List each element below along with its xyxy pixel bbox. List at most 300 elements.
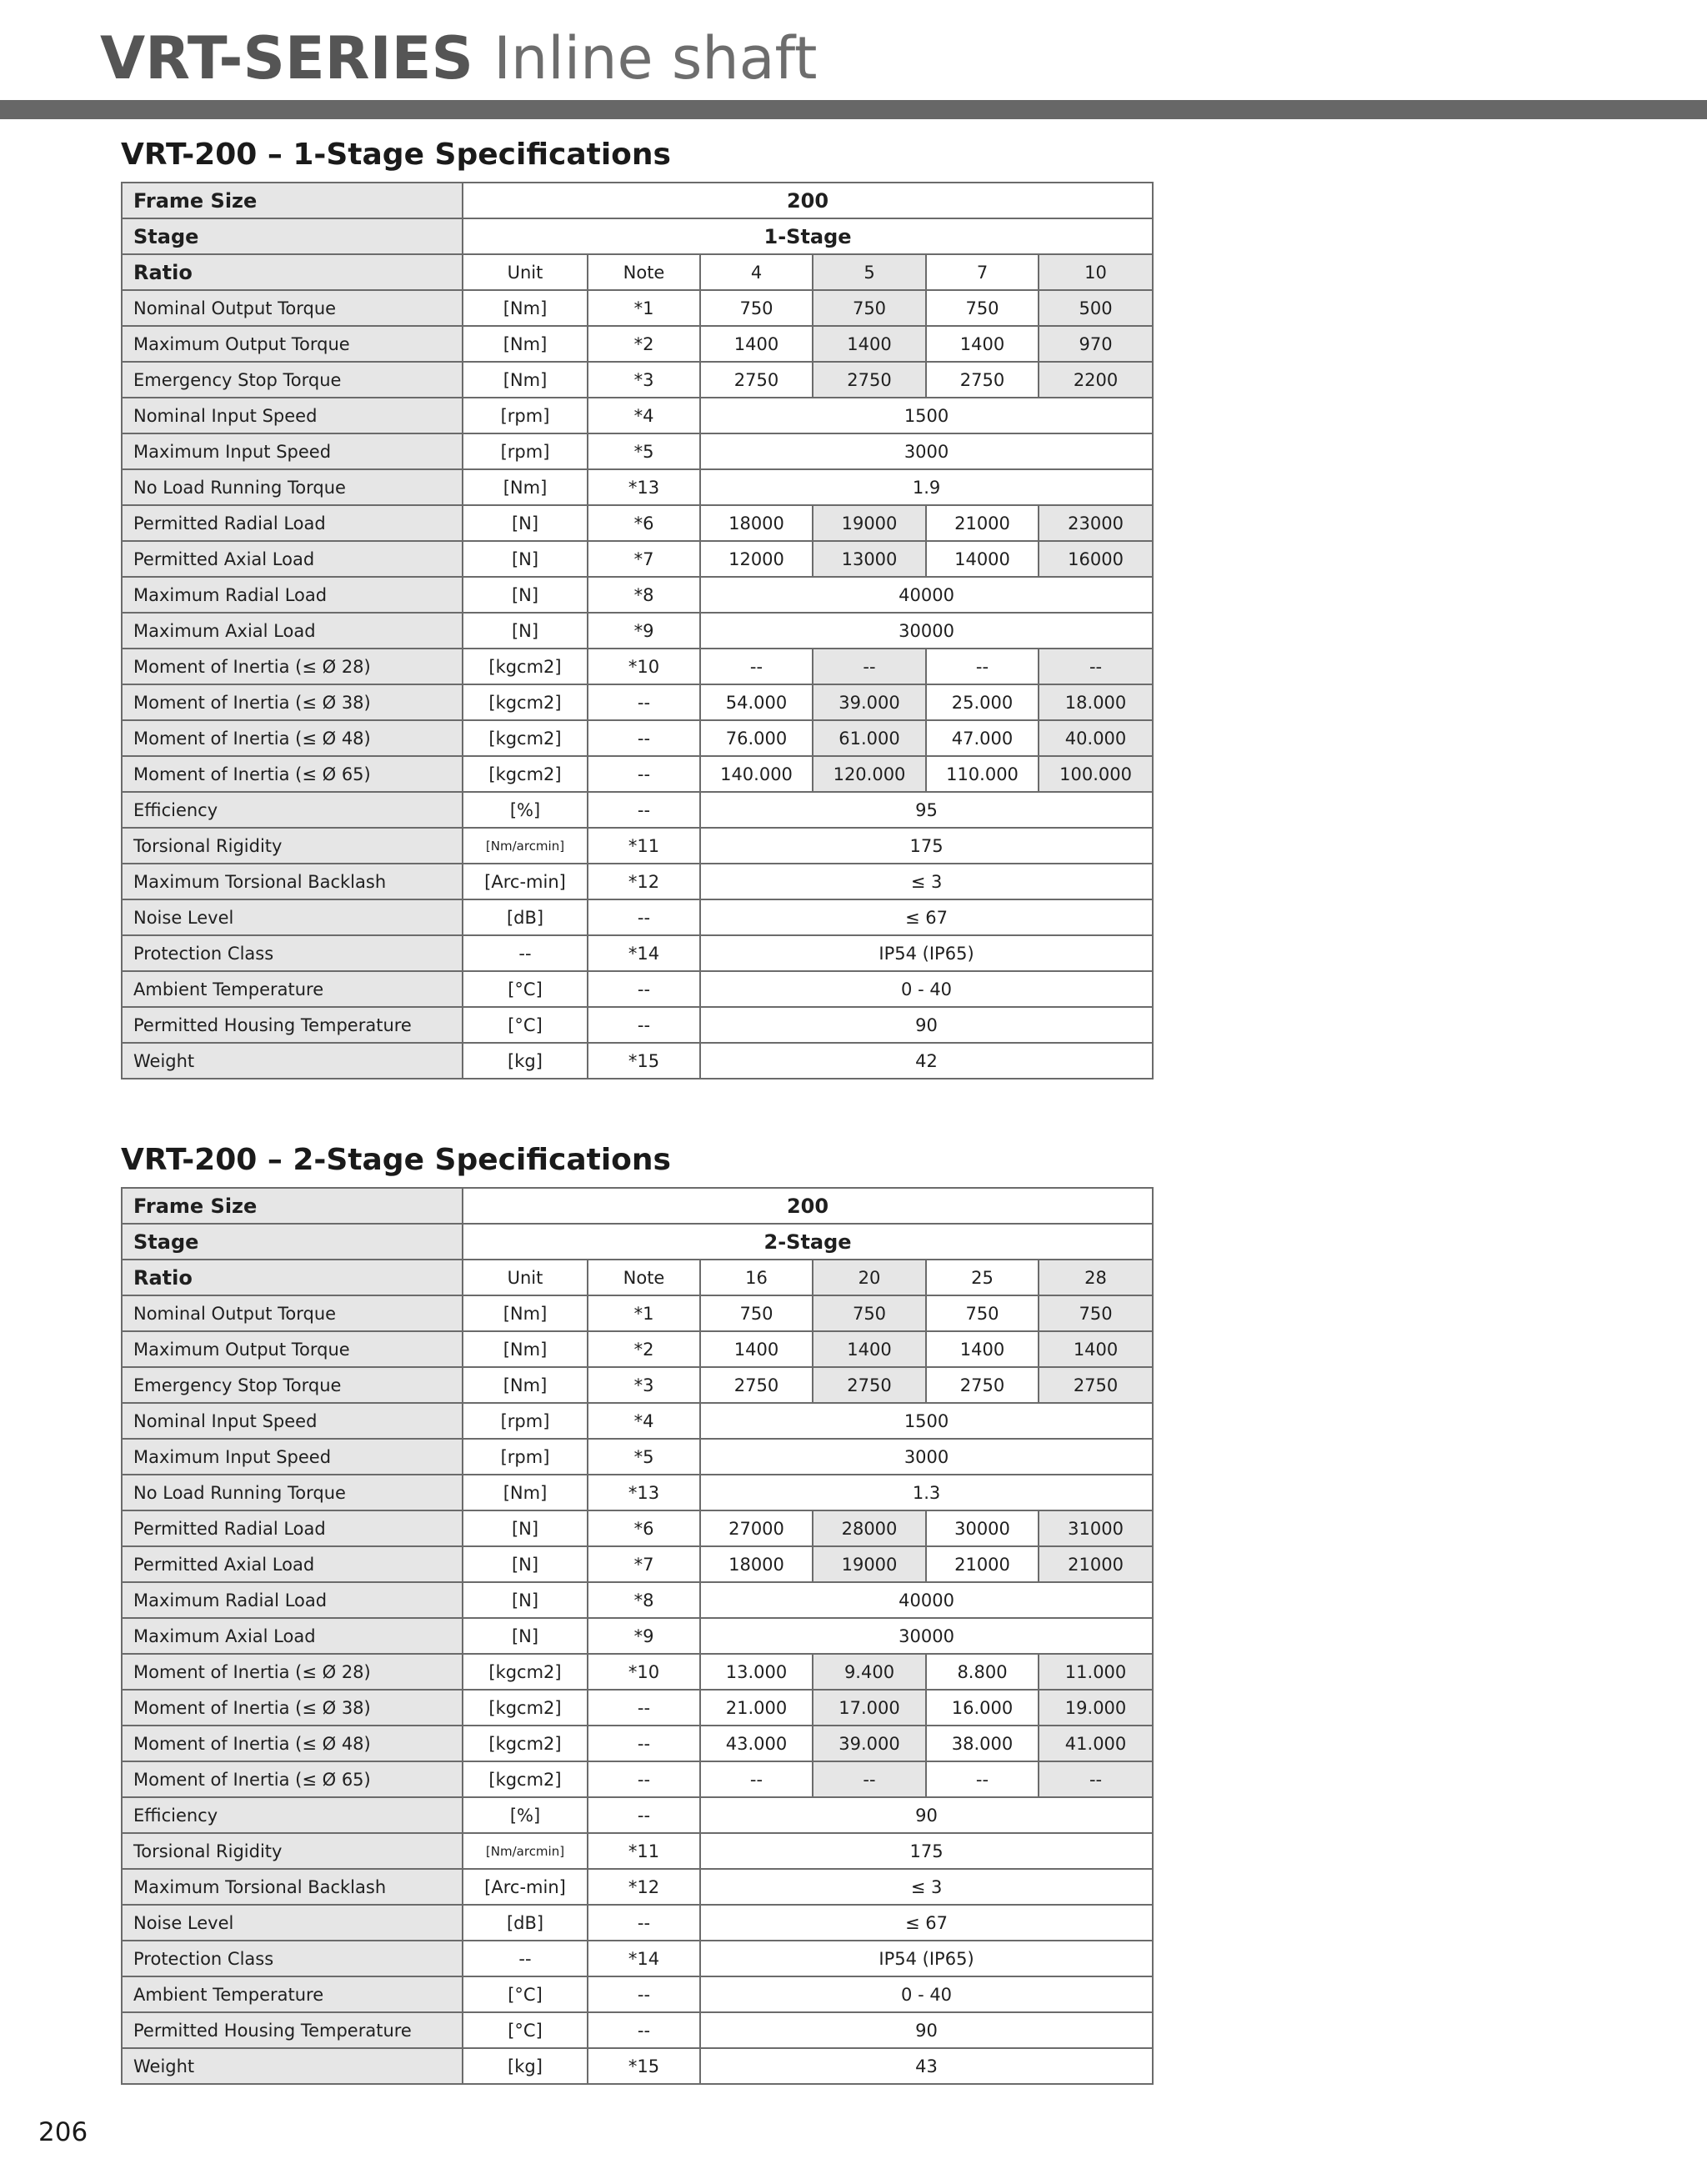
unit-cell: [rpm] [463, 398, 588, 433]
page-number: 206 [38, 2117, 88, 2147]
note-cell: -- [588, 720, 700, 756]
row-label: Nominal Input Speed [122, 398, 463, 433]
value-cell: -- [813, 1761, 926, 1797]
row-label: Emergency Stop Torque [122, 362, 463, 398]
merged-value-cell: 3000 [700, 433, 1153, 469]
value-cell: 25.000 [926, 684, 1039, 720]
value-cell: 100.000 [1039, 756, 1153, 792]
row-label: No Load Running Torque [122, 469, 463, 505]
note-cell: -- [588, 684, 700, 720]
value-cell: 40.000 [1039, 720, 1153, 756]
note-cell: -- [588, 1726, 700, 1761]
note-cell: *10 [588, 649, 700, 684]
table-row [122, 1976, 1153, 2012]
table-row [122, 1043, 1153, 1079]
table-row [122, 1295, 1153, 1331]
row-label: Maximum Axial Load [122, 613, 463, 649]
note-cell: -- [588, 792, 700, 828]
row-label: Ambient Temperature [122, 971, 463, 1007]
value-cell: 17.000 [813, 1690, 926, 1726]
merged-value-cell: 3000 [700, 1439, 1153, 1475]
row-label: Efficiency [122, 1797, 463, 1833]
note-cell: *4 [588, 1403, 700, 1439]
table-row [122, 1833, 1153, 1869]
row-label: Emergency Stop Torque [122, 1367, 463, 1403]
unit-cell: [kgcm2] [463, 1690, 588, 1726]
note-column-header: Note [588, 254, 700, 290]
frame-size-row [122, 1188, 1153, 1224]
row-label: Maximum Torsional Backlash [122, 1869, 463, 1905]
value-cell: 120.000 [813, 756, 926, 792]
note-cell: -- [588, 1761, 700, 1797]
row-label: Ambient Temperature [122, 1976, 463, 2012]
section-title-1-stage: VRT-200 – 1-Stage Specifications [121, 138, 671, 172]
row-label: Permitted Housing Temperature [122, 2012, 463, 2048]
value-cell: 1400 [1039, 1331, 1153, 1367]
note-cell: *3 [588, 1367, 700, 1403]
value-cell: 23000 [1039, 505, 1153, 541]
note-cell: -- [588, 971, 700, 1007]
row-label: Torsional Rigidity [122, 1833, 463, 1869]
row-label: Moment of Inertia (≤ Ø 65) [122, 756, 463, 792]
row-label: Permitted Radial Load [122, 505, 463, 541]
ratio-value: 25 [926, 1260, 1039, 1295]
note-cell: *11 [588, 828, 700, 864]
unit-cell: [kg] [463, 2048, 588, 2084]
unit-cell: [kgcm2] [463, 1761, 588, 1797]
merged-value-cell: 42 [700, 1043, 1153, 1079]
note-cell: *13 [588, 1475, 700, 1510]
row-label: Weight [122, 1043, 463, 1079]
ratio-value: 28 [1039, 1260, 1153, 1295]
merged-value-cell: 43 [700, 2048, 1153, 2084]
table-row [122, 469, 1153, 505]
value-cell: 43.000 [700, 1726, 813, 1761]
value-cell: 9.400 [813, 1654, 926, 1690]
unit-cell: [N] [463, 505, 588, 541]
table-row [122, 971, 1153, 1007]
note-cell: *10 [588, 1654, 700, 1690]
unit-cell: [%] [463, 1797, 588, 1833]
table-row [122, 1726, 1153, 1761]
table-row [122, 290, 1153, 326]
value-cell: 2750 [926, 1367, 1039, 1403]
unit-cell: [kgcm2] [463, 1726, 588, 1761]
row-label: Nominal Input Speed [122, 1403, 463, 1439]
note-cell: *1 [588, 1295, 700, 1331]
value-cell: 750 [700, 290, 813, 326]
table-row [122, 649, 1153, 684]
frame-size-label: Frame Size [122, 1188, 463, 1224]
merged-value-cell: ≤ 67 [700, 899, 1153, 935]
ratio-value: 10 [1039, 254, 1153, 290]
value-cell: 21000 [926, 1546, 1039, 1582]
value-cell: 750 [1039, 1295, 1153, 1331]
note-cell: *6 [588, 1510, 700, 1546]
value-cell: 2750 [1039, 1367, 1153, 1403]
merged-value-cell: 90 [700, 1007, 1153, 1043]
note-cell: *8 [588, 577, 700, 613]
stage-label: Stage [122, 1224, 463, 1260]
value-cell: 41.000 [1039, 1726, 1153, 1761]
unit-cell: [Nm] [463, 326, 588, 362]
value-cell: 1400 [700, 326, 813, 362]
table-row [122, 1690, 1153, 1726]
row-label: Nominal Output Torque [122, 290, 463, 326]
note-cell: *6 [588, 505, 700, 541]
merged-value-cell: IP54 (IP65) [700, 1941, 1153, 1976]
note-cell: *4 [588, 398, 700, 433]
note-cell: *15 [588, 2048, 700, 2084]
ratio-label: Ratio [122, 1260, 463, 1295]
merged-value-cell: ≤ 67 [700, 1905, 1153, 1941]
row-label: Maximum Axial Load [122, 1618, 463, 1654]
stage-value: 1-Stage [463, 218, 1153, 254]
table-row [122, 1510, 1153, 1546]
unit-cell: [kgcm2] [463, 720, 588, 756]
table-row [122, 1331, 1153, 1367]
value-cell: 18000 [700, 1546, 813, 1582]
value-cell: -- [926, 1761, 1039, 1797]
table-row [122, 1367, 1153, 1403]
value-cell: 750 [700, 1295, 813, 1331]
unit-cell: [%] [463, 792, 588, 828]
table-row [122, 756, 1153, 792]
unit-cell: [Nm/arcmin] [463, 828, 588, 864]
value-cell: 750 [926, 1295, 1039, 1331]
note-cell: *14 [588, 935, 700, 971]
note-cell: -- [588, 2012, 700, 2048]
stage-row [122, 218, 1153, 254]
frame-size-row [122, 183, 1153, 218]
note-cell: *1 [588, 290, 700, 326]
value-cell: 19000 [813, 1546, 926, 1582]
value-cell: 1400 [926, 326, 1039, 362]
value-cell: 750 [926, 290, 1039, 326]
unit-cell: [kgcm2] [463, 649, 588, 684]
table-row [122, 577, 1153, 613]
value-cell: 140.000 [700, 756, 813, 792]
value-cell: 18.000 [1039, 684, 1153, 720]
merged-value-cell: 1500 [700, 398, 1153, 433]
value-cell: 19.000 [1039, 1690, 1153, 1726]
note-cell: *8 [588, 1582, 700, 1618]
merged-value-cell: 40000 [700, 1582, 1153, 1618]
value-cell: 750 [813, 1295, 926, 1331]
value-cell: -- [700, 1761, 813, 1797]
unit-cell: -- [463, 935, 588, 971]
table-row [122, 398, 1153, 433]
value-cell: 61.000 [813, 720, 926, 756]
note-cell: *3 [588, 362, 700, 398]
note-cell: *12 [588, 864, 700, 899]
unit-cell: [N] [463, 613, 588, 649]
merged-value-cell: IP54 (IP65) [700, 935, 1153, 971]
section-title-2-stage: VRT-200 – 2-Stage Specifications [121, 1143, 671, 1177]
row-label: Torsional Rigidity [122, 828, 463, 864]
merged-value-cell: 1.9 [700, 469, 1153, 505]
table-row [122, 1654, 1153, 1690]
row-label: Maximum Torsional Backlash [122, 864, 463, 899]
table-row [122, 1941, 1153, 1976]
row-label: No Load Running Torque [122, 1475, 463, 1510]
unit-cell: [N] [463, 1618, 588, 1654]
value-cell: 47.000 [926, 720, 1039, 756]
series-subtitle: Inline shaft [493, 24, 818, 93]
table-row [122, 541, 1153, 577]
value-cell: 1400 [813, 326, 926, 362]
note-cell: *14 [588, 1941, 700, 1976]
unit-cell: [Nm] [463, 1367, 588, 1403]
unit-cell: [Nm] [463, 290, 588, 326]
table-row [122, 684, 1153, 720]
unit-column-header: Unit [463, 254, 588, 290]
table-row [122, 433, 1153, 469]
note-cell: -- [588, 1905, 700, 1941]
note-cell: *15 [588, 1043, 700, 1079]
note-cell: *13 [588, 469, 700, 505]
note-cell: -- [588, 1976, 700, 2012]
table-row [122, 326, 1153, 362]
table-row [122, 1439, 1153, 1475]
value-cell: 38.000 [926, 1726, 1039, 1761]
value-cell: -- [813, 649, 926, 684]
merged-value-cell: 1.3 [700, 1475, 1153, 1510]
unit-cell: [Nm] [463, 1475, 588, 1510]
unit-cell: [N] [463, 577, 588, 613]
row-label: Moment of Inertia (≤ Ø 28) [122, 649, 463, 684]
unit-cell: -- [463, 1941, 588, 1976]
table-row [122, 613, 1153, 649]
stage-row [122, 1224, 1153, 1260]
value-cell: 12000 [700, 541, 813, 577]
table-row [122, 1797, 1153, 1833]
table-row [122, 864, 1153, 899]
unit-cell: [Nm] [463, 362, 588, 398]
ratio-header-row [122, 1260, 1153, 1295]
row-label: Permitted Housing Temperature [122, 1007, 463, 1043]
value-cell: 2750 [813, 362, 926, 398]
unit-cell: [N] [463, 541, 588, 577]
row-label: Moment of Inertia (≤ Ø 48) [122, 1726, 463, 1761]
value-cell: 11.000 [1039, 1654, 1153, 1690]
row-label: Maximum Radial Load [122, 1582, 463, 1618]
value-cell: 110.000 [926, 756, 1039, 792]
merged-value-cell: 90 [700, 1797, 1153, 1833]
unit-cell: [Nm] [463, 1331, 588, 1367]
stage-value: 2-Stage [463, 1224, 1153, 1260]
value-cell: 54.000 [700, 684, 813, 720]
table-row [122, 2048, 1153, 2084]
row-label: Moment of Inertia (≤ Ø 65) [122, 1761, 463, 1797]
spec-table-1-stage [121, 182, 1154, 1079]
note-cell: *9 [588, 613, 700, 649]
value-cell: 1400 [926, 1331, 1039, 1367]
value-cell: 31000 [1039, 1510, 1153, 1546]
note-cell: -- [588, 1007, 700, 1043]
note-cell: *7 [588, 541, 700, 577]
row-label: Nominal Output Torque [122, 1295, 463, 1331]
ratio-value: 16 [700, 1260, 813, 1295]
row-label: Protection Class [122, 935, 463, 971]
value-cell: 39.000 [813, 1726, 926, 1761]
ratio-header-row [122, 254, 1153, 290]
merged-value-cell: 95 [700, 792, 1153, 828]
note-cell: *9 [588, 1618, 700, 1654]
frame-size-label: Frame Size [122, 183, 463, 218]
unit-cell: [dB] [463, 899, 588, 935]
note-cell: *7 [588, 1546, 700, 1582]
unit-column-header: Unit [463, 1260, 588, 1295]
merged-value-cell: 40000 [700, 577, 1153, 613]
value-cell: -- [926, 649, 1039, 684]
value-cell: 2750 [926, 362, 1039, 398]
table-row [122, 1582, 1153, 1618]
unit-cell: [°C] [463, 971, 588, 1007]
unit-cell: [dB] [463, 1905, 588, 1941]
value-cell: 2200 [1039, 362, 1153, 398]
row-label: Noise Level [122, 899, 463, 935]
unit-cell: [°C] [463, 2012, 588, 2048]
merged-value-cell: 0 - 40 [700, 971, 1153, 1007]
value-cell: 18000 [700, 505, 813, 541]
value-cell: 970 [1039, 326, 1153, 362]
note-cell: -- [588, 899, 700, 935]
unit-cell: [rpm] [463, 1439, 588, 1475]
note-cell: *11 [588, 1833, 700, 1869]
row-label: Protection Class [122, 1941, 463, 1976]
unit-cell: [kg] [463, 1043, 588, 1079]
table-row [122, 935, 1153, 971]
merged-value-cell: 1500 [700, 1403, 1153, 1439]
value-cell: 1400 [700, 1331, 813, 1367]
row-label: Permitted Radial Load [122, 1510, 463, 1546]
stage-label: Stage [122, 218, 463, 254]
row-label: Maximum Input Speed [122, 1439, 463, 1475]
table-row [122, 1007, 1153, 1043]
value-cell: 30000 [926, 1510, 1039, 1546]
merged-value-cell: 30000 [700, 613, 1153, 649]
table-row [122, 1761, 1153, 1797]
note-column-header: Note [588, 1260, 700, 1295]
row-label: Maximum Radial Load [122, 577, 463, 613]
unit-cell: [kgcm2] [463, 756, 588, 792]
row-label: Weight [122, 2048, 463, 2084]
table-row [122, 505, 1153, 541]
unit-cell: [kgcm2] [463, 684, 588, 720]
merged-value-cell: 30000 [700, 1618, 1153, 1654]
unit-cell: [Arc-min] [463, 864, 588, 899]
table-row [122, 828, 1153, 864]
ratio-value: 4 [700, 254, 813, 290]
unit-cell: [°C] [463, 1007, 588, 1043]
page-header-title [100, 23, 817, 93]
value-cell: 13.000 [700, 1654, 813, 1690]
merged-value-cell: 175 [700, 828, 1153, 864]
value-cell: 27000 [700, 1510, 813, 1546]
table-row [122, 792, 1153, 828]
value-cell: 21.000 [700, 1690, 813, 1726]
frame-size-value: 200 [463, 183, 1153, 218]
frame-size-value: 200 [463, 1188, 1153, 1224]
note-cell: *2 [588, 1331, 700, 1367]
value-cell: 76.000 [700, 720, 813, 756]
table-row [122, 1618, 1153, 1654]
value-cell: 19000 [813, 505, 926, 541]
merged-value-cell: 175 [700, 1833, 1153, 1869]
row-label: Moment of Inertia (≤ Ø 48) [122, 720, 463, 756]
value-cell: 28000 [813, 1510, 926, 1546]
value-cell: 2750 [813, 1367, 926, 1403]
merged-value-cell: 90 [700, 2012, 1153, 2048]
note-cell: -- [588, 756, 700, 792]
unit-cell: [Nm] [463, 1295, 588, 1331]
ratio-value: 7 [926, 254, 1039, 290]
merged-value-cell: ≤ 3 [700, 1869, 1153, 1905]
value-cell: 750 [813, 290, 926, 326]
unit-cell: [Arc-min] [463, 1869, 588, 1905]
value-cell: 13000 [813, 541, 926, 577]
table-row [122, 1905, 1153, 1941]
unit-cell: [N] [463, 1510, 588, 1546]
unit-cell: [N] [463, 1546, 588, 1582]
row-label: Moment of Inertia (≤ Ø 28) [122, 1654, 463, 1690]
table-row [122, 1869, 1153, 1905]
merged-value-cell: ≤ 3 [700, 864, 1153, 899]
note-cell: -- [588, 1690, 700, 1726]
value-cell: -- [700, 649, 813, 684]
ratio-label: Ratio [122, 254, 463, 290]
unit-cell: [N] [463, 1582, 588, 1618]
note-cell: *2 [588, 326, 700, 362]
row-label: Noise Level [122, 1905, 463, 1941]
row-label: Maximum Output Torque [122, 1331, 463, 1367]
row-label: Maximum Input Speed [122, 433, 463, 469]
unit-cell: [rpm] [463, 1403, 588, 1439]
header-divider-bar [0, 100, 1707, 119]
value-cell: 16.000 [926, 1690, 1039, 1726]
note-cell: *12 [588, 1869, 700, 1905]
value-cell: 14000 [926, 541, 1039, 577]
value-cell: 8.800 [926, 1654, 1039, 1690]
table-row [122, 1546, 1153, 1582]
value-cell: -- [1039, 1761, 1153, 1797]
merged-value-cell: 0 - 40 [700, 1976, 1153, 2012]
row-label: Permitted Axial Load [122, 1546, 463, 1582]
note-cell: *5 [588, 1439, 700, 1475]
series-name: VRT-SERIES [100, 24, 473, 93]
row-label: Permitted Axial Load [122, 541, 463, 577]
row-label: Moment of Inertia (≤ Ø 38) [122, 684, 463, 720]
table-row [122, 1403, 1153, 1439]
spec-table-body [122, 1188, 1153, 2084]
row-label: Efficiency [122, 792, 463, 828]
ratio-value: 5 [813, 254, 926, 290]
value-cell: 2750 [700, 362, 813, 398]
value-cell: 500 [1039, 290, 1153, 326]
table-row [122, 720, 1153, 756]
row-label: Moment of Inertia (≤ Ø 38) [122, 1690, 463, 1726]
note-cell: *5 [588, 433, 700, 469]
table-row [122, 1475, 1153, 1510]
value-cell: 21000 [1039, 1546, 1153, 1582]
table-row [122, 362, 1153, 398]
value-cell: 16000 [1039, 541, 1153, 577]
value-cell: 1400 [813, 1331, 926, 1367]
spec-table-body [122, 183, 1153, 1079]
ratio-value: 20 [813, 1260, 926, 1295]
value-cell: 2750 [700, 1367, 813, 1403]
